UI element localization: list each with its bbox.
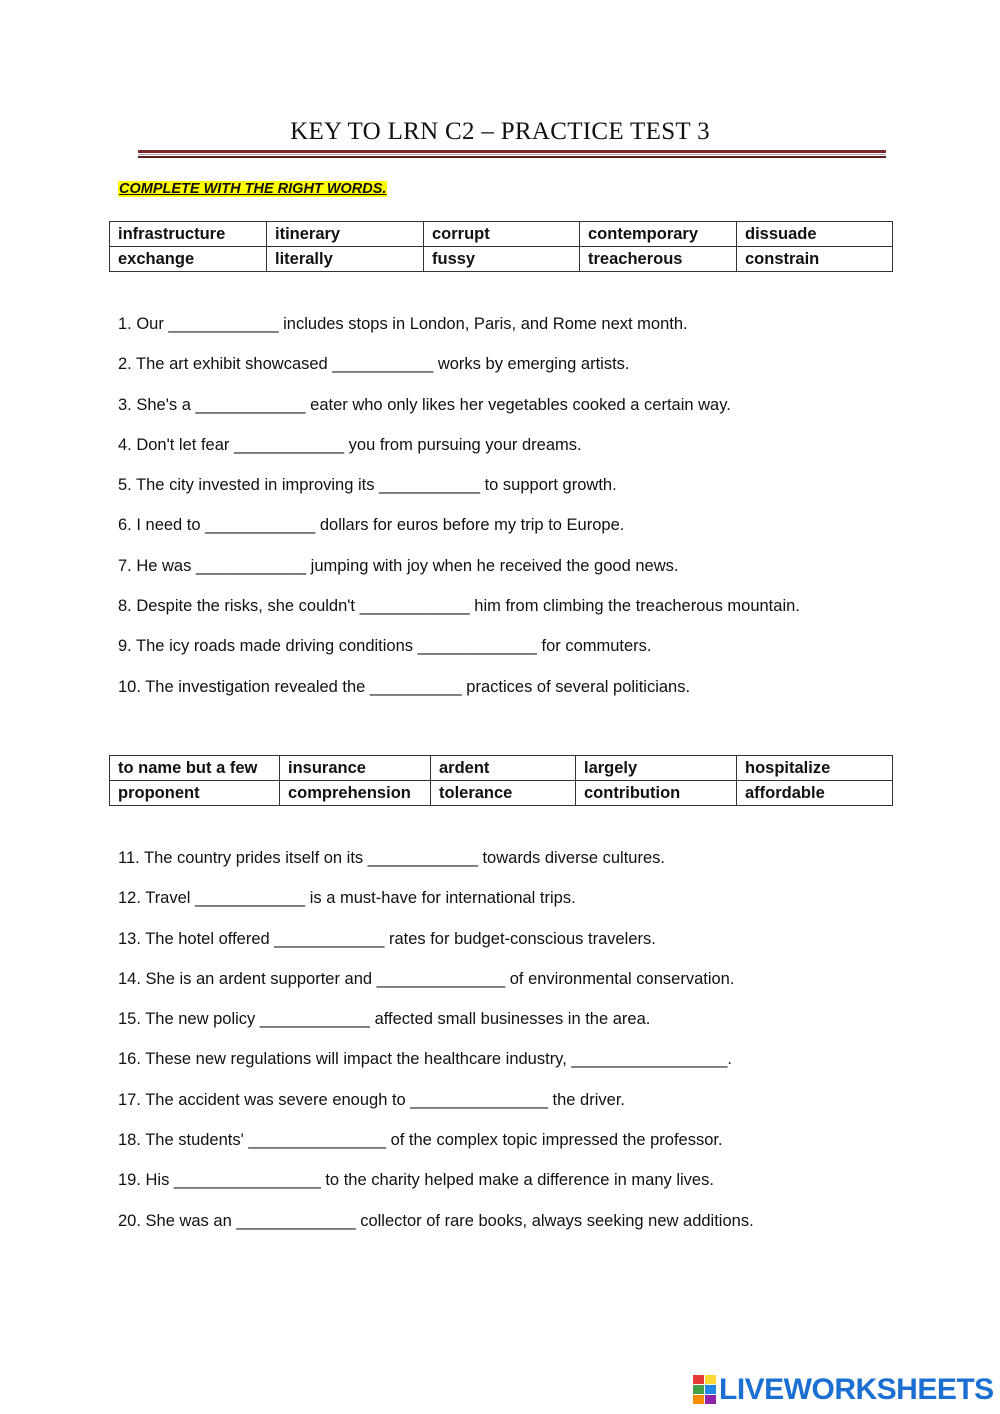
word-bank-cell: infrastructure — [110, 222, 267, 247]
exercise-item: 16. These new regulations will impact the healthcare industry, _________________. — [118, 1050, 732, 1069]
exercise-item: 1. Our ____________ includes stops in London, Paris, and Rome next month. — [118, 315, 688, 333]
exercise-item: 15. The new policy ____________ affected small businesses in the area. — [118, 1010, 651, 1029]
word-bank-cell: itinerary — [267, 222, 424, 247]
exercise-item: 5. The city invested in improving its ___________ to support growth. — [118, 476, 617, 495]
exercise-item: 19. His ________________ to the charity helped make a difference in many lives. — [118, 1171, 714, 1190]
title-divider-line — [138, 156, 886, 158]
exercise-item: 14. She is an ardent supporter and ______________ of environmental conservation. — [118, 969, 735, 988]
word-bank-table-1 — [109, 221, 893, 272]
liveworksheets-logo-text: LIVEWORKSHEETS — [719, 1373, 994, 1406]
word-bank-cell: fussy — [424, 247, 580, 272]
word-bank-cell: insurance — [280, 756, 431, 781]
word-bank-cell: contemporary — [580, 222, 737, 247]
word-bank-cell: treacherous — [580, 247, 737, 272]
exercise-item: 12. Travel ____________ is a must-have for international trips. — [118, 889, 576, 908]
exercise-item: 2. The art exhibit showcased ___________ works by emerging artists. — [118, 355, 630, 374]
word-bank-cell: affordable — [737, 781, 893, 806]
word-bank-cell: comprehension — [280, 781, 431, 806]
exercise-item: 8. Despite the risks, she couldn't ____________ him from climbing the treacherous mountain. — [118, 597, 800, 616]
word-bank-cell: dissuade — [737, 222, 893, 247]
exercise-item: 18. The students' _______________ of the complex topic impressed the professor. — [118, 1131, 723, 1150]
exercise-item: 6. I need to ____________ dollars for euros before my trip to Europe. — [118, 516, 625, 535]
exercise-item: 11. The country prides itself on its ____________ towards diverse cultures. — [118, 849, 665, 867]
word-bank-row — [110, 781, 893, 806]
word-bank-cell: proponent — [110, 781, 280, 806]
word-bank-table-2 — [109, 755, 893, 806]
title-divider-line — [138, 154, 886, 155]
title-divider — [138, 150, 886, 153]
exercise-item: 4. Don't let fear ____________ you from pursuing your dreams. — [118, 435, 582, 454]
exercise-item: 17. The accident was severe enough to _______________ the driver. — [118, 1090, 625, 1109]
exercise-item: 10. The investigation revealed the __________ practices of several politicians. — [118, 677, 691, 696]
word-bank-cell: contribution — [576, 781, 737, 806]
word-bank-row — [110, 756, 893, 781]
liveworksheets-logo-icon — [693, 1375, 717, 1405]
instruction-heading: COMPLETE WITH THE RIGHT WORDS. — [119, 181, 387, 197]
page-title: KEY TO LRN C2 – PRACTICE TEST 3 — [290, 118, 710, 145]
liveworksheets-logo[interactable] — [693, 1374, 994, 1406]
word-bank-row — [110, 222, 893, 247]
exercise-item: 20. She was an _____________ collector of rare books, always seeking new additions. — [118, 1211, 754, 1230]
exercise-item: 9. The icy roads made driving conditions _____________ for commuters. — [118, 637, 652, 656]
exercise-list-2 — [118, 838, 754, 1241]
word-bank-cell: ardent — [431, 756, 576, 781]
exercise-item: 13. The hotel offered ____________ rates for budget-conscious travelers. — [118, 929, 656, 948]
exercise-item: 3. She's a ____________ eater who only likes her vegetables cooked a certain way. — [118, 395, 731, 414]
exercise-item: 7. He was ____________ jumping with joy when he received the good news. — [118, 556, 679, 575]
word-bank-cell: exchange — [110, 247, 267, 272]
word-bank-cell: hospitalize — [737, 756, 893, 781]
word-bank-cell: literally — [267, 247, 424, 272]
word-bank-cell: tolerance — [431, 781, 576, 806]
word-bank-row — [110, 247, 893, 272]
word-bank-cell: to name but a few — [110, 756, 280, 781]
word-bank-cell: corrupt — [424, 222, 580, 247]
exercise-list-1 — [118, 304, 800, 707]
word-bank-cell: largely — [576, 756, 737, 781]
word-bank-cell: constrain — [737, 247, 893, 272]
